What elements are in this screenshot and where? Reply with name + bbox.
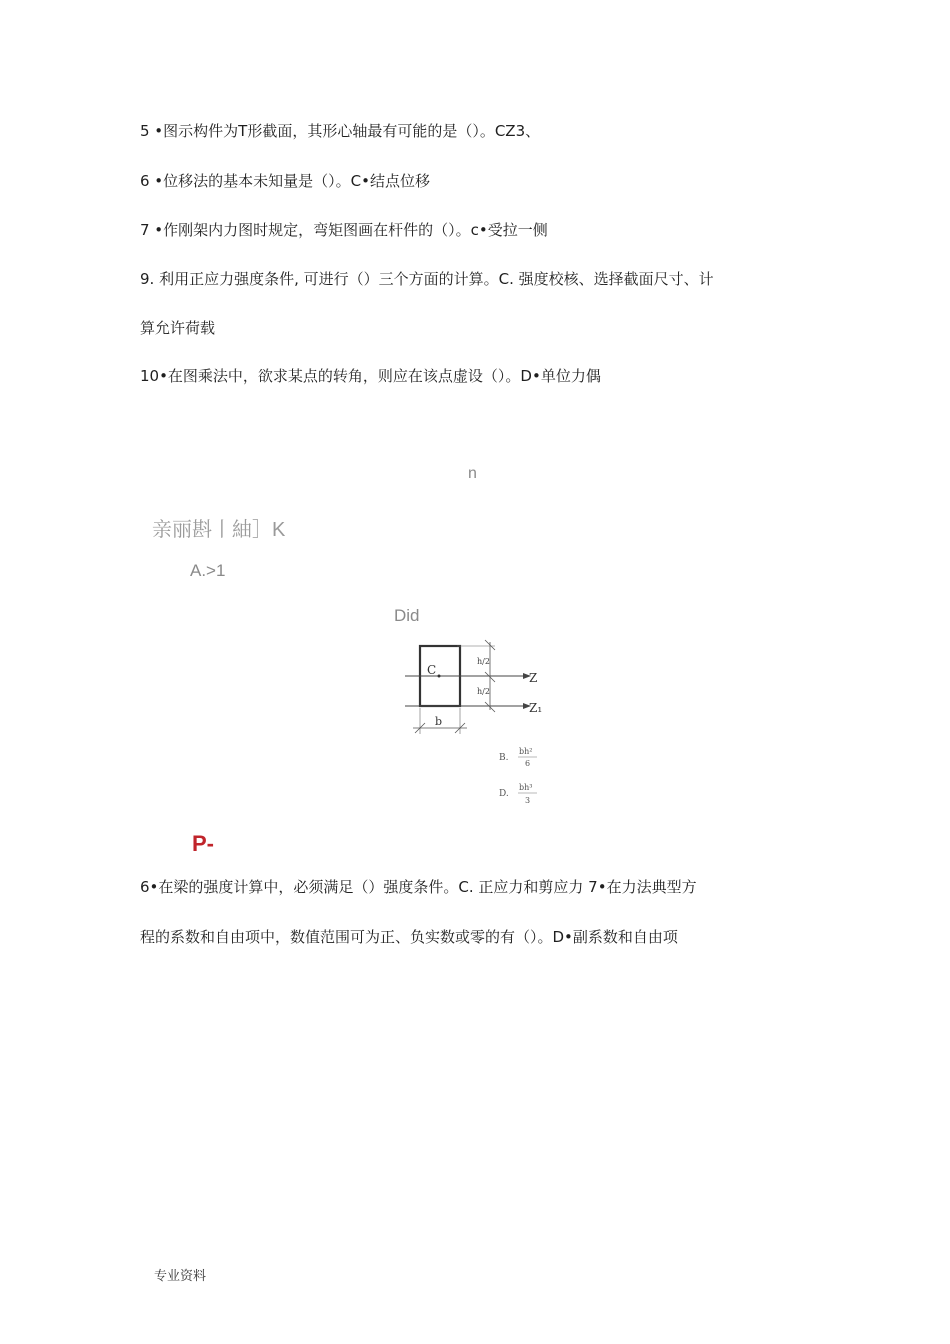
axis-z1-label: Z₁ xyxy=(529,701,543,715)
option-b-label: B. xyxy=(499,753,509,763)
option-d-denominator: 3 xyxy=(525,796,531,805)
h-half-top: h/2 xyxy=(477,657,490,666)
question-9: 9. 利用正应力强度条件, 可进行（）三个方面的计算。C. 强度校核、选择截面尺寸、计 xyxy=(140,270,714,288)
ocr-fragment-n: n xyxy=(468,465,477,482)
axis-z-label: Z xyxy=(529,671,538,685)
h-half-bottom: h/2 xyxy=(477,687,490,696)
question-9-continued: 算允许荷载 xyxy=(140,319,216,337)
question-10: 10•在图乘法中，欲求某点的转角，则应在该点虚设（）。D•单位力偶 xyxy=(140,367,601,385)
option-a: A.>1 xyxy=(190,561,226,580)
centroid-point xyxy=(438,675,441,678)
question-7: 7 •作刚架内力图时规定，弯矩图画在杆件的（）。c•受拉一侧 xyxy=(140,221,548,239)
option-b-numerator: bh² xyxy=(519,747,533,756)
question-7-continued: 程的系数和自由项中，数值范围可为正、负实数或零的有（）。D•副系数和自由项 xyxy=(140,928,678,946)
red-mark: P- xyxy=(192,831,214,856)
option-d-label: D. xyxy=(499,789,509,799)
footer-label: 专业资料 xyxy=(154,1269,207,1284)
centroid-label: C xyxy=(427,663,437,677)
width-label: b xyxy=(435,715,443,728)
question-5: 5 •图示构件为T形截面，其形心轴最有可能的是（）。CZ3、 xyxy=(140,122,541,140)
question-6-7: 6•在梁的强度计算中，必须满足（）强度条件。C. 正应力和剪应力 7•在力法典型方 xyxy=(140,878,697,896)
garbled-heading: 亲丽斟丨紬］K xyxy=(152,519,286,541)
option-b-denominator: 6 xyxy=(525,759,531,768)
section-figure xyxy=(395,636,555,816)
option-d-numerator: bh³ xyxy=(519,783,533,792)
question-6: 6 •位移法的基本未知量是（）。C•结点位移 xyxy=(140,172,430,190)
ocr-fragment-did: Did xyxy=(394,606,420,625)
